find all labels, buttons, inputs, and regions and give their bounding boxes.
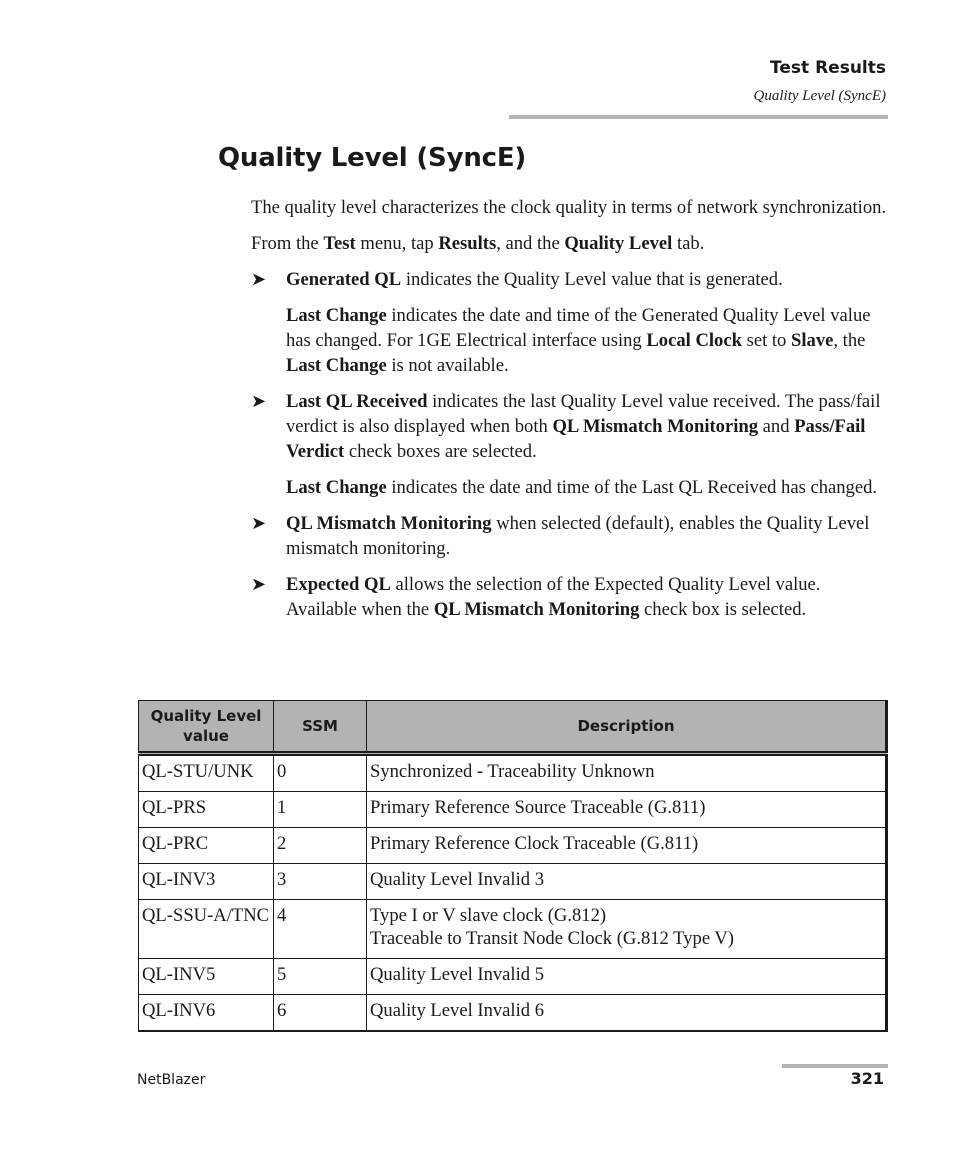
footer-rule: [782, 1064, 888, 1068]
navigation-paragraph: [251, 231, 891, 256]
table-body: [139, 754, 887, 1032]
bullet-text: indicates the date and time of the Generated Quality Level value has changed. For 1GE Electrical interface using: [286, 305, 871, 351]
bullet-text: check box is selected.: [639, 599, 807, 620]
cell-description: [367, 959, 887, 995]
bullet-text: indicates the last Quality Level value received. The pass/fail verdict is also displayed when both: [286, 391, 881, 437]
footer-product: NetBlazer: [137, 1072, 206, 1088]
description-text-line2: Traceable to Transit Node Clock (G.812 Type V): [370, 928, 735, 949]
cell-description: [367, 995, 887, 1032]
column-header-description: Description: [367, 701, 887, 754]
table-row: [139, 754, 887, 792]
cell-ssm: [274, 792, 367, 828]
description-text: Primary Reference Source Traceable (G.811): [370, 797, 706, 818]
nav-menu-term: Test: [323, 233, 356, 254]
bullet-term: Last Change: [286, 355, 387, 376]
bullet-text: is not available.: [386, 355, 509, 376]
cell-quality-level: [139, 828, 274, 864]
cell-quality-level: [139, 995, 274, 1032]
nav-text: menu, tap: [355, 233, 439, 254]
bullet-text: indicates the Quality Level value that is generated.: [401, 269, 783, 290]
ssm-value: 0: [277, 761, 287, 782]
bullet-term: QL Mismatch Monitoring: [286, 513, 492, 534]
bullet-term: Local Clock: [646, 330, 742, 351]
bullet-term: Last QL Received: [286, 391, 428, 412]
cell-ssm: [274, 995, 367, 1032]
bullet-expected-ql: [251, 572, 891, 622]
ssm-value: 3: [277, 869, 287, 890]
bullet-arrow-icon: ➤: [251, 269, 267, 289]
nav-text: , and the: [496, 233, 565, 254]
page-title: Quality Level (SyncE): [218, 143, 527, 173]
quality-level-table: [138, 700, 888, 1032]
page-number: 321: [850, 1069, 884, 1088]
bullet-text: when selected (default), enables the Quality Level mismatch monitoring.: [286, 513, 870, 559]
bullet-term: QL Mismatch Monitoring: [433, 599, 640, 620]
cell-ssm: [274, 959, 367, 995]
quality-level-value: QL-PRC: [142, 833, 209, 854]
bullet-text: allows the selection of the Expected Quality Level value. Available when the: [286, 574, 821, 620]
description-text: Type I or V slave clock (G.812): [370, 905, 607, 926]
bullet-term: Pass/Fail Verdict: [286, 416, 866, 462]
nav-text: From the: [251, 233, 324, 254]
description-text: Quality Level Invalid 6: [370, 1000, 545, 1021]
ssm-value: 4: [277, 905, 287, 926]
bullet-term: QL Mismatch Monitoring: [552, 416, 759, 437]
bullet-text: set to: [741, 330, 792, 351]
table-row: [139, 792, 887, 828]
nav-results-term: Results: [438, 233, 497, 254]
bullet-last-ql-received: [251, 389, 891, 464]
cell-description: [367, 900, 887, 959]
cell-ssm: [274, 754, 367, 792]
bullet-arrow-icon: ➤: [251, 574, 267, 594]
bullet-arrow-icon: ➤: [251, 513, 267, 533]
bullet-generated-ql: [251, 267, 891, 292]
cell-ssm: [274, 900, 367, 959]
ssm-value: 6: [277, 1000, 287, 1021]
bullet-text: , the: [833, 330, 866, 351]
bullet-term: Last Change: [286, 477, 387, 498]
table-row: [139, 828, 887, 864]
bullet-ql-mismatch-monitoring: [251, 511, 891, 561]
quality-level-value: QL-SSU-A/TNC: [142, 905, 270, 926]
sub-paragraph-generated-change: [251, 303, 891, 378]
ssm-value: 2: [277, 833, 287, 854]
cell-quality-level: [139, 864, 274, 900]
cell-description: [367, 828, 887, 864]
cell-description: [367, 792, 887, 828]
cell-quality-level: [139, 792, 274, 828]
nav-tab-term: Quality Level: [564, 233, 673, 254]
quality-level-value: QL-INV3: [142, 869, 216, 890]
cell-ssm: [274, 864, 367, 900]
ssm-value: 1: [277, 797, 287, 818]
table-header-row: [139, 701, 887, 754]
bullet-text: indicates the date and time of the Last QL Received has changed.: [386, 477, 878, 498]
cell-description: [367, 754, 887, 792]
cell-quality-level: [139, 900, 274, 959]
bullet-term: Last Change: [286, 305, 387, 326]
running-header-section: Test Results: [770, 58, 886, 78]
quality-level-value: QL-INV5: [142, 964, 216, 985]
bullet-text: check boxes are selected.: [344, 441, 537, 462]
cell-quality-level: [139, 959, 274, 995]
header-rule: [509, 115, 888, 119]
bullet-term: Generated QL: [286, 269, 402, 290]
cell-ssm: [274, 828, 367, 864]
table-row: [139, 959, 887, 995]
description-text: Quality Level Invalid 3: [370, 869, 545, 890]
quality-level-value: QL-INV6: [142, 1000, 216, 1021]
cell-quality-level: [139, 754, 274, 792]
table-row: [139, 995, 887, 1032]
description-text: Quality Level Invalid 5: [370, 964, 545, 985]
column-header-ssm: SSM: [274, 701, 367, 754]
quality-level-value: QL-PRS: [142, 797, 207, 818]
table-row: [139, 900, 887, 959]
description-text: Primary Reference Clock Traceable (G.811): [370, 833, 699, 854]
quality-level-value: QL-STU/UNK: [142, 761, 254, 782]
ssm-value: 5: [277, 964, 287, 985]
cell-description: [367, 864, 887, 900]
intro-paragraph: The quality level characterizes the clock quality in terms of network synchronization.: [251, 197, 887, 218]
bullet-text: and: [758, 416, 795, 437]
table-row: [139, 864, 887, 900]
body-text: [251, 195, 891, 633]
running-header-subsection: Quality Level (SyncE): [753, 88, 886, 104]
bullet-term: Expected QL: [286, 574, 391, 595]
description-text: Synchronized - Traceability Unknown: [370, 761, 655, 782]
sub-paragraph-received-change: [251, 475, 891, 500]
bullet-term: Slave: [791, 330, 834, 351]
nav-text: tab.: [672, 233, 705, 254]
bullet-arrow-icon: ➤: [251, 391, 267, 411]
column-header-quality-level: Quality Level value: [139, 701, 274, 754]
